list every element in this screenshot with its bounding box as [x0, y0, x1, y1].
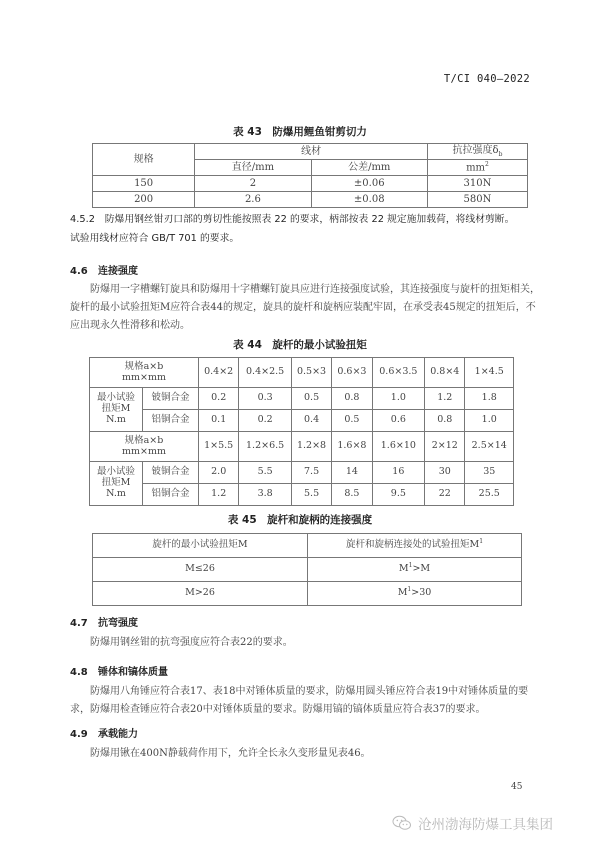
- cell: 2.0: [199, 462, 239, 484]
- cell: 0.4×2: [199, 358, 239, 388]
- t44-torque-label: 最小试验 扭矩M N.m: [90, 462, 143, 506]
- cell: 1.0: [465, 410, 514, 432]
- table-row: [93, 192, 528, 208]
- section-4-6-heading: 4.6 连接强度: [70, 266, 138, 277]
- cell: 1.0: [372, 388, 425, 410]
- cell: 8.5: [332, 484, 372, 506]
- t43-head-spec: 规格: [93, 144, 195, 176]
- cell: 2: [195, 176, 311, 192]
- cell: 1.2: [199, 484, 239, 506]
- section-4-9-heading: 4.9 承载能力: [70, 729, 138, 740]
- table44-caption: 表 44 旋杆的最小试验扭矩: [233, 339, 367, 351]
- cell: 9.5: [372, 484, 425, 506]
- section-4-9-paragraph: 防爆用锹在400N静载荷作用下，允许全长永久变形量见表46。: [90, 748, 371, 759]
- cell: 1.2×8: [291, 432, 331, 462]
- section-4-5-2: 4.5.2 防爆用钢丝钳刃口部的剪切性能按照表 22 的要求，柄部按表 22 规定施加载荷，将线材剪断。 试验用线材应符合 GB/T 701 的要求。: [70, 214, 515, 244]
- cell: 1.8: [465, 388, 514, 410]
- table-row: [90, 462, 514, 484]
- table-row: [93, 534, 522, 558]
- section-4-6-paragraph: 防爆用一字槽螺钉旋具和防爆用十字槽螺钉旋具应进行连接强度试验，其连接强度与旋杆的扭矩相关，旋杆的最小试验扭矩M应符合表44的规定，旋具的旋杆和旋柄应装配牢固，在承受表45规定的扭矩后，不应出现永久性滑移和松动。: [70, 284, 540, 331]
- cell: 5.5: [239, 462, 292, 484]
- table43-caption: 表 43 防爆用鲤鱼钳剪切力: [233, 126, 367, 138]
- t43-head-diameter: 直径/mm: [195, 160, 311, 176]
- alloy-label: 铝铜合金: [143, 410, 199, 432]
- cell: 25.5: [465, 484, 514, 506]
- cell: M≤26: [93, 558, 308, 582]
- alloy-label: 铍铜合金: [143, 462, 199, 484]
- cell: 16: [372, 462, 425, 484]
- cell: 0.5×3: [291, 358, 331, 388]
- cell: 1×4.5: [465, 358, 514, 388]
- cell: 1×5.5: [199, 432, 239, 462]
- table-row: [90, 410, 514, 432]
- cell: 150: [93, 176, 195, 192]
- cell: $M^1>M$: [308, 558, 522, 582]
- cell: 2×12: [425, 432, 465, 462]
- wechat-icon: [392, 815, 412, 831]
- t43-head-strength: 抗拉强度$\delta_b$: [427, 144, 527, 160]
- cell: M>26: [93, 582, 308, 606]
- cell: 310N: [427, 176, 527, 192]
- cell: 5.5: [291, 484, 331, 506]
- t43-head-tolerance: 公差/mm: [311, 160, 427, 176]
- table-row: [93, 582, 522, 606]
- table-row: [93, 558, 522, 582]
- table-row: [90, 388, 514, 410]
- table45-caption: 表 45 旋杆和旋柄的连接强度: [227, 514, 373, 526]
- cell: 0.2: [199, 388, 239, 410]
- cell: 0.5: [332, 410, 372, 432]
- cell: 0.8: [332, 388, 372, 410]
- table-row: [90, 432, 514, 462]
- table-row: [90, 484, 514, 506]
- cell: 2.5×14: [465, 432, 514, 462]
- t43-head-unit: $mm^2$: [427, 160, 527, 176]
- cell: 0.8×4: [425, 358, 465, 388]
- t45-head-right: 旋杆和旋柄连接处的试验扭矩$M^1$: [308, 534, 522, 558]
- cell: 0.1: [199, 410, 239, 432]
- cell: 7.5: [291, 462, 331, 484]
- section-4-7-heading: 4.7 抗弯强度: [70, 618, 138, 629]
- cell: 14: [332, 462, 372, 484]
- section-4-8-heading: 4.8 锤体和镐体质量: [70, 667, 168, 678]
- table-row: [93, 176, 528, 192]
- cell: 3.8: [239, 484, 292, 506]
- cell: 2.6: [195, 192, 311, 208]
- t44-spec-label: 规格a×b mm×mm: [90, 432, 199, 462]
- cell: 0.4: [291, 410, 331, 432]
- table-row: [90, 358, 514, 388]
- cell: 35: [465, 462, 514, 484]
- cell: 1.6×8: [332, 432, 372, 462]
- cell: 0.8: [425, 410, 465, 432]
- cell: 580N: [427, 192, 527, 208]
- alloy-label: 铝铜合金: [143, 484, 199, 506]
- t44-spec-label: 规格a×b mm×mm: [90, 358, 199, 388]
- cell: 1.6×10: [372, 432, 425, 462]
- alloy-label: 铍铜合金: [143, 388, 199, 410]
- section-4-7-paragraph: 防爆用钢丝钳的抗弯强度应符合表22的要求。: [90, 637, 293, 648]
- cell: 0.3: [239, 388, 292, 410]
- cell: 0.6×3: [332, 358, 372, 388]
- watermark: 沧州渤海防爆工具集团: [392, 813, 553, 833]
- cell: 0.4×2.5: [239, 358, 292, 388]
- cell: 1.2×6.5: [239, 432, 292, 462]
- cell: 0.6: [372, 410, 425, 432]
- cell: ±0.06: [311, 176, 427, 192]
- t43-head-wire: 线材: [195, 144, 428, 160]
- cell: ±0.08: [311, 192, 427, 208]
- standard-code: T/CI 040—2022: [443, 73, 530, 85]
- cell: 200: [93, 192, 195, 208]
- section-4-8-paragraph: 防爆用八角锤应符合表17、表18中对锤体质量的要求，防爆用圆头锤应符合表19中对锤体质量的要求，防爆用检查锤应符合表20中对锤体质量的要求。防爆用镐的镐体质量应符合表37的要求。: [70, 686, 529, 715]
- cell: 0.2: [239, 410, 292, 432]
- t45-head-left: 旋杆的最小试验扭矩M: [93, 534, 308, 558]
- cell: 0.5: [291, 388, 331, 410]
- cell: 22: [425, 484, 465, 506]
- page-number: 45: [511, 782, 523, 792]
- cell: 0.6×3.5: [372, 358, 425, 388]
- t44-torque-label: 最小试验 扭矩M N.m: [90, 388, 143, 432]
- cell: $M^1>30$: [308, 582, 522, 606]
- cell: 1.2: [425, 388, 465, 410]
- cell: 30: [425, 462, 465, 484]
- table43: [92, 143, 528, 208]
- table44: [89, 357, 514, 506]
- table45: [92, 533, 522, 606]
